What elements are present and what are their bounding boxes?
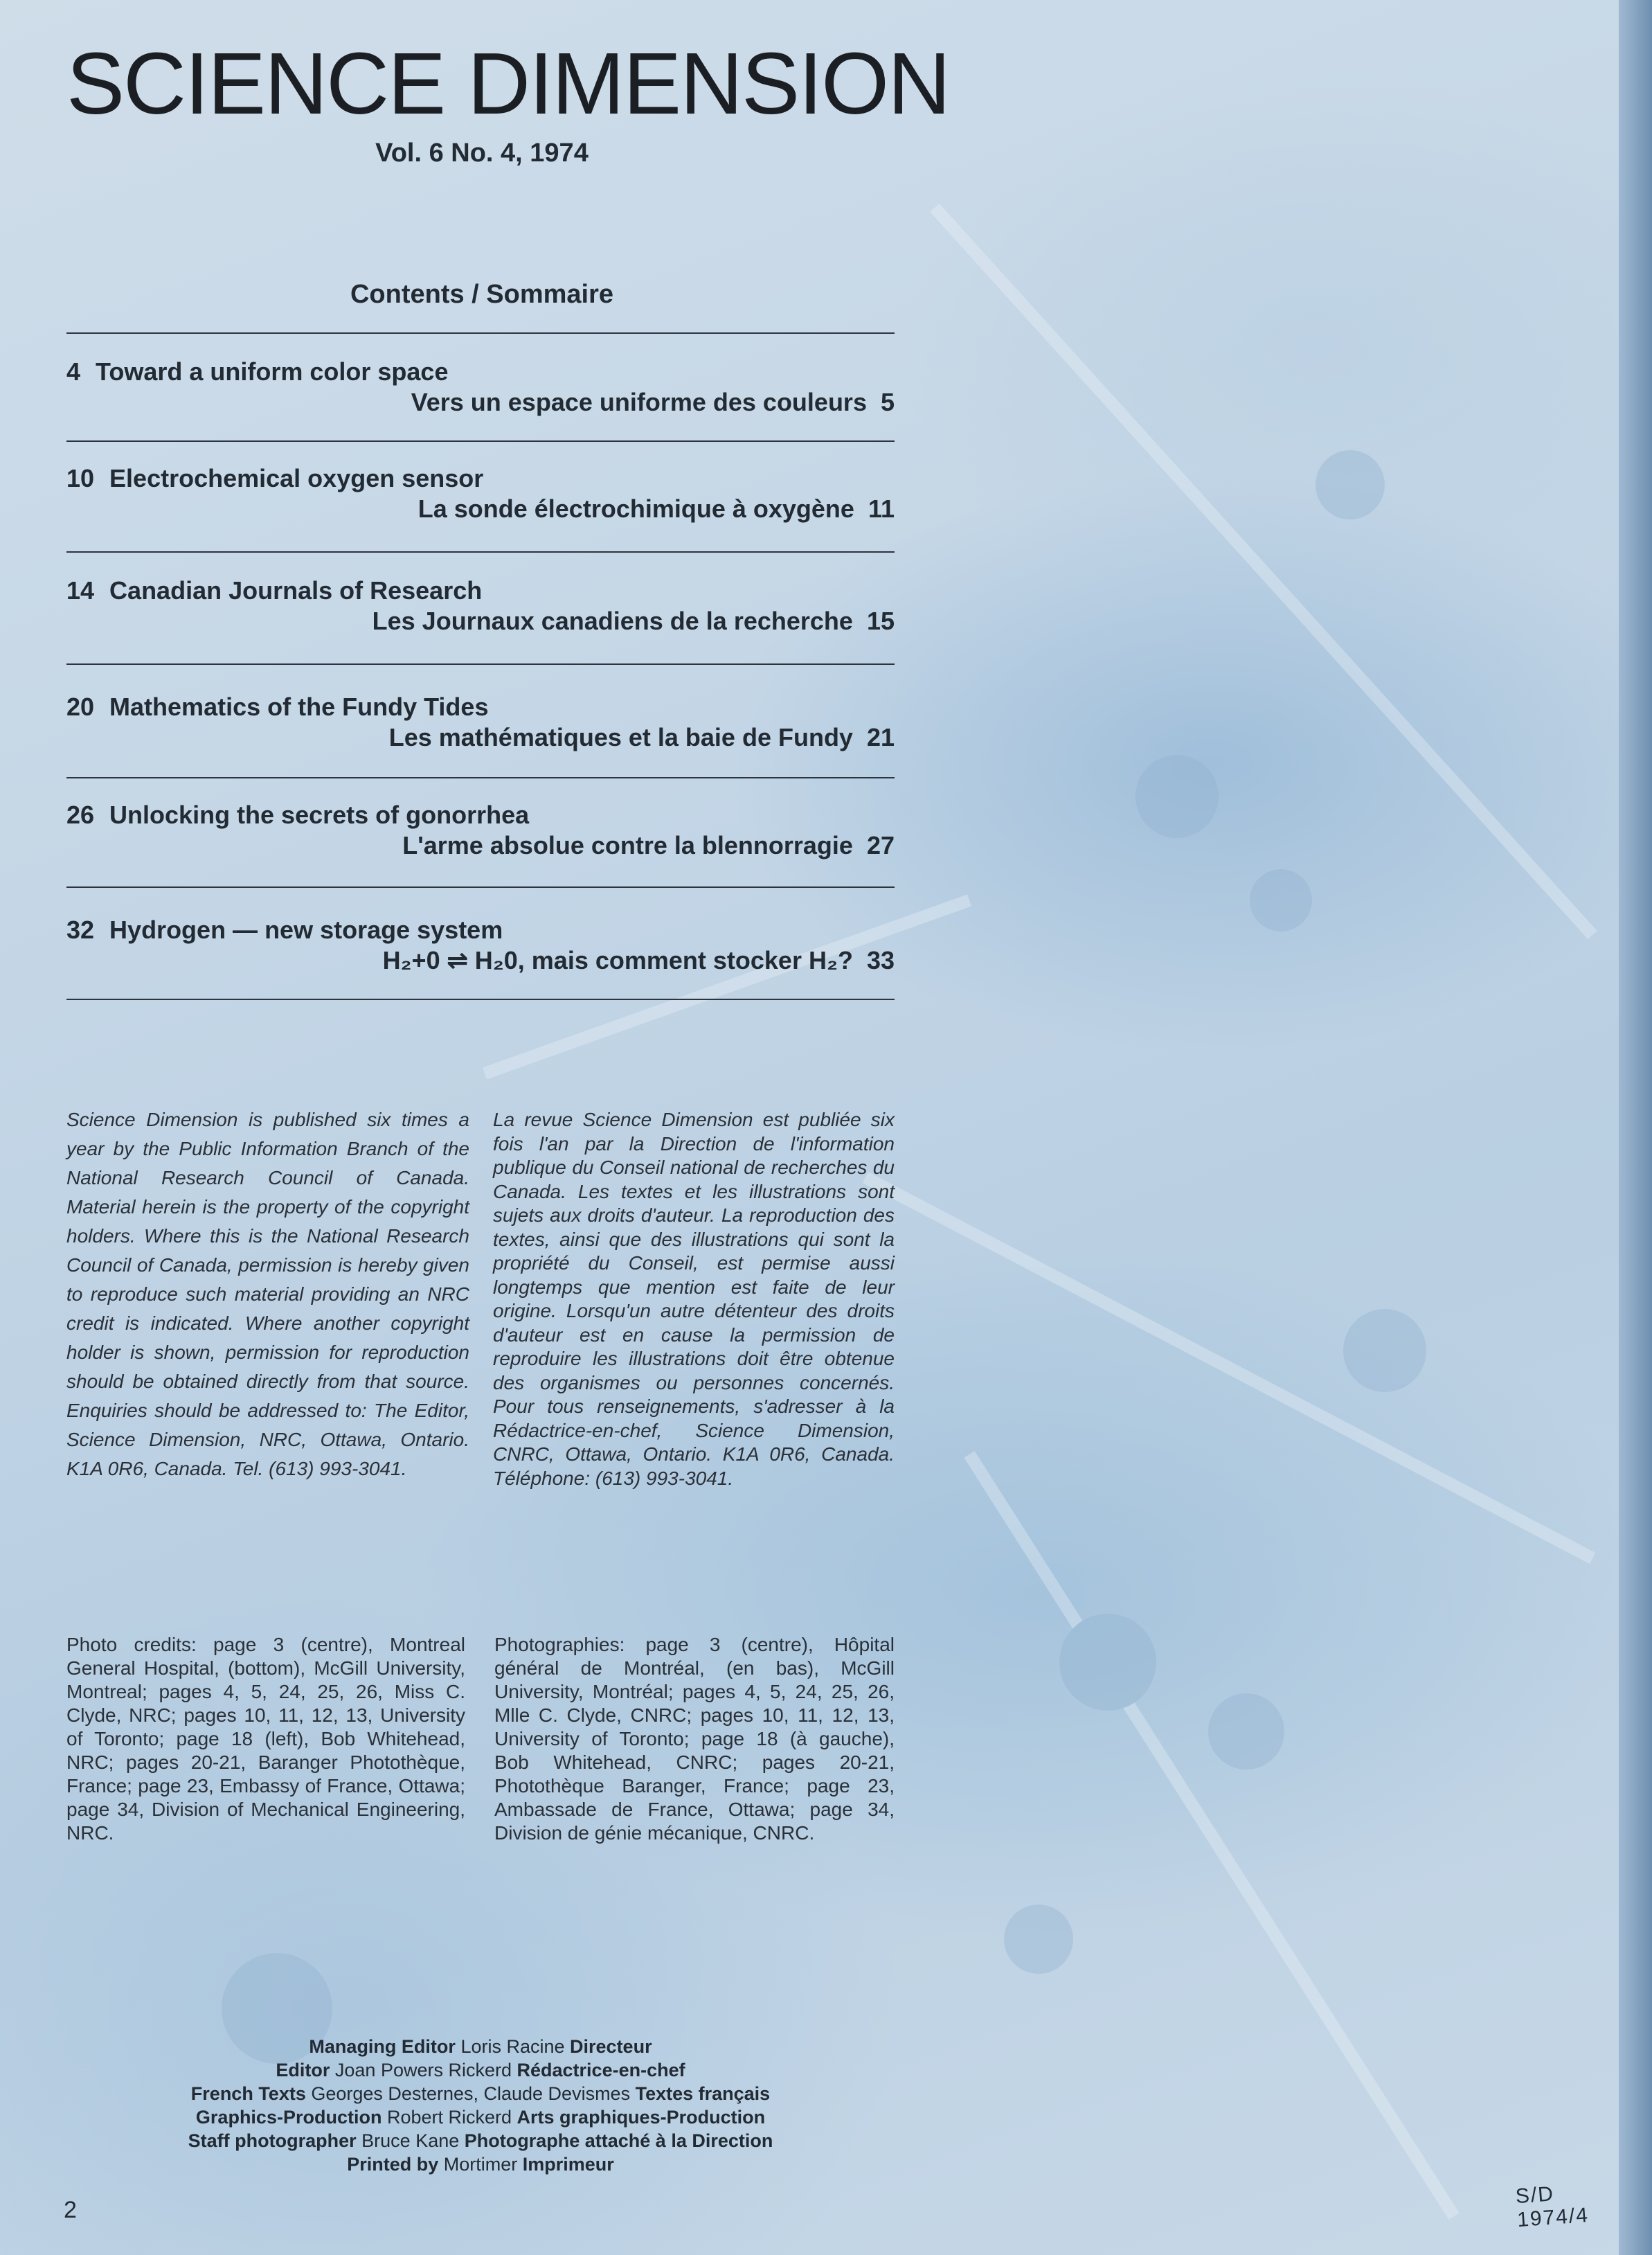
divider [66,999,895,1000]
masthead-name: Georges Desternes, Claude Devismes [311,2083,631,2104]
toc-page-number: 20 [66,693,95,721]
masthead-name: Joan Powers Rickerd [334,2060,512,2080]
masthead-role-fr: Textes français [635,2083,771,2104]
publication-notice-en: Science Dimension is published six times a year by the Public Information Branch of the National Research Council of Canada. Material herein is the property of the copyright holders. Where this is the National Research Council of Canada, permission is hereby given to reproduce such material providing an NRC credit is indicated. Where another copyright holder is shown, permission for reproduction should be obtained directly from that source. Enquiries should be addressed to: The Editor, Science Dimension, NRC, Ottawa, Ontario. K1A 0R6, Canada. Tel. (613) 993-3041. [66,1109,469,1479]
masthead-role-fr: Directeur [570,2036,652,2057]
page-number: 2 [64,2197,77,2223]
toc-page-number: 26 [66,801,95,829]
masthead-line [66,2082,895,2105]
contents-heading: Contents / Sommaire [350,280,614,309]
masthead-name: Mortimer [443,2154,518,2175]
masthead-role-en: Staff photographer [188,2130,357,2151]
masthead-role-en: French Texts [190,2083,306,2104]
toc-fr-page-number: 5 [880,388,895,416]
masthead-role-en: Graphics-Production [195,2107,382,2128]
toc-title-fr: La sonde électrochimique à oxygène [418,494,854,523]
toc-title-en: Hydrogen — new storage system [109,916,503,944]
toc-title-en: Electrochemical oxygen sensor [109,464,484,492]
masthead-role-fr: Rédactrice-en-chef [517,2060,685,2080]
toc-page-number: 10 [66,464,95,492]
masthead-role-fr: Imprimeur [522,2154,614,2175]
masthead-line [66,2058,895,2082]
toc-fr-page-number: 27 [866,831,895,859]
toc-title-en: Canadian Journals of Research [109,576,483,605]
issue-mark: S/D 1974/4 [1514,2182,1590,2232]
toc-fr-page-number: 11 [868,494,895,523]
masthead-line [66,2105,895,2129]
masthead-line [66,2129,895,2152]
photo-credits-en: Photo credits: page 3 (centre), Montreal General Hospital, (bottom), McGill University, Montreal; pages 4, 5, 24, 25, 26, Miss C. Clyde, NRC; pages 10, 11, 12, 13, University of Toronto; page 18 (left), Bob Whitehead, NRC; pages 20-21, Baranger Photothèque, France; page 23, Embassy of France, Ottawa; page 34, Division of Mechanical Engineering, NRC. [66,1634,465,1844]
toc-title-fr: Les Journaux canadiens de la recherche [372,607,853,635]
toc-title-en: Unlocking the secrets of gonorrhea [109,801,530,829]
toc-title-fr: Vers un espace uniforme des couleurs [411,388,867,416]
toc-page-number: 14 [66,576,95,605]
divider [66,886,895,888]
toc-fr-page-number: 33 [866,946,895,974]
masthead-line [66,2035,895,2058]
masthead-name: Bruce Kane [361,2130,460,2151]
masthead-role-en: Editor [276,2060,330,2080]
divider [66,332,895,334]
masthead-line [66,2152,895,2176]
masthead-name: Loris Racine [460,2036,565,2057]
photo-credits-fr: Photographies: page 3 (centre), Hôpital général de Montréal, (en bas), McGill University, Montréal; pages 4, 5, 24, 25, 26, Mlle C. Clyde, CNRC; pages 10, 11, 12, 13, University of Toronto; page 18 (à gauche), Bob Whitehead, CNRC; pages 20-21, Photothèque Baranger, France; page 23, Ambassade de France, Ottawa; page 34, Division de génie mécanique, CNRC. [494,1634,895,1844]
magazine-title: SCIENCE DIMENSION [66,35,950,132]
toc-page-number: 4 [66,357,81,386]
divider [66,777,895,778]
publication-notice-fr: La revue Science Dimension est publiée six fois l'an par la Direction de l'information publique du Conseil national de recherches du Canada. Les textes et les illustrations sont sujets aux droits d'auteur. La reproduction des textes, ainsi que des illustrations qui sont la propriété du Conseil, est permise aussi longtemps que mention est faite de leur origine. Lorsqu'un autre détenteur des droits d'auteur est en cause la permission de reproduire les illustrations doit être obtenue des organismes ou personnes concernés. Pour tous renseignements, s'adresser à la Rédactrice-en-chef, Science Dimension, CNRC, Ottawa, Ontario. K1A 0R6, Canada. Téléphone: (613) 993-3041. [493,1109,895,1489]
toc-title-fr: H₂+0 ⇌ H₂0, mais comment stocker H₂? [382,946,853,974]
divider [66,551,895,553]
masthead-role-en: Printed by [347,2154,439,2175]
masthead [66,2035,895,2176]
toc-title-en: Mathematics of the Fundy Tides [109,693,489,721]
masthead-role-fr: Arts graphiques-Production [517,2107,766,2128]
toc-title-en: Toward a uniform color space [96,357,449,386]
divider [66,440,895,442]
toc-fr-page-number: 15 [866,607,895,635]
masthead-name: Robert Rickerd [386,2107,512,2128]
toc-page-number: 32 [66,916,95,944]
toc-title-fr: L'arme absolue contre la blennorragie [402,831,853,859]
toc-title-fr: Les mathématiques et la baie de Fundy [388,723,853,751]
divider [66,663,895,665]
masthead-role-fr: Photographe attaché à la Direction [464,2130,773,2151]
masthead-role-en: Managing Editor [309,2036,456,2057]
page-edge-shadow [1619,0,1652,2255]
volume-line: Vol. 6 No. 4, 1974 [375,139,589,168]
toc-fr-page-number: 21 [866,723,895,751]
